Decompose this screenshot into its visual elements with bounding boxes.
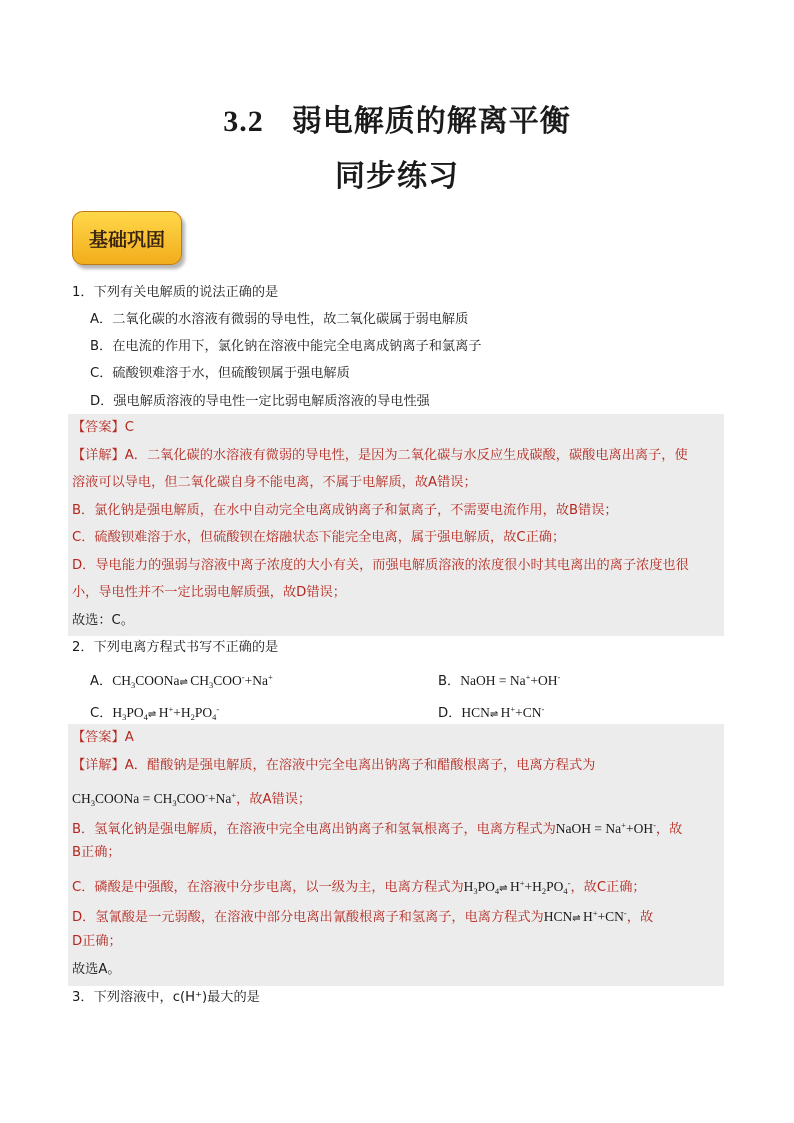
title-main: 弱电解质的解离平衡 xyxy=(291,104,571,139)
q2-option-c: C．$H_3PO_4\rightleftharpoons$ $H^++H_2PO_4^-$ D．HCN⇌ H++CN- xyxy=(90,700,742,726)
q1-detail-line: B．氯化钠是强电解质，在水中自动完全电离成钠离子和氯离子，不需要电流作用，故B错误； xyxy=(72,503,618,518)
q2-option-a: A．$CH_3COONa\rightleftharpoons$ $CH_3COO^-+Na^+$ B．NaOH = Na++OH- xyxy=(90,668,742,694)
q2-detail-line: B正确； xyxy=(72,845,121,860)
detail-label: 【详解】 xyxy=(72,448,125,463)
q2-detail-line: $CH_3COONa = CH_3COO^-+Na^+$，故A错误； xyxy=(72,790,312,808)
q2-stem: 2．下列电离方程式书写不正确的是 xyxy=(72,640,279,655)
q1-detail-line: 【详解】A．二氧化碳的水溶液有微弱的导电性，是因为二氧化碳与水反应生成碳酸，碳酸电离出离子，使 xyxy=(72,448,688,463)
q1-detail-line: D．导电能力的强弱与溶液中离子浓度的大小有关，而强电解质溶液的浓度很小时其电离出的离子浓度也很 xyxy=(72,558,689,573)
q2-detail-line: C．磷酸是中强酸，在溶液中分步电离，以一级为主，电离方程式为$H_3PO_4\rightleftharpoons$ $H^++H_2PO_4^-$，故C正确； xyxy=(72,878,646,896)
q1-detail-line: C．硫酸钡难溶于水，但硫酸钡在熔融状态下能完全电离，属于强电解质，故C正确； xyxy=(72,530,566,545)
answer-label: 【答案】 xyxy=(72,420,125,435)
q2-detail-line: D．氢氰酸是一元弱酸，在溶液中部分电离出氰酸根离子和氢离子，电离方程式为HCN⇌ H++CN-，故 xyxy=(72,908,654,925)
q2-detail-line: 【详解】A．醋酸钠是强电解质，在溶液中完全电离出钠离子和醋酸根离子，电离方程式为 xyxy=(72,758,596,773)
q1-option-b: B．在电流的作用下，氯化钠在溶液中能完全电离成钠离子和氯离子 xyxy=(90,339,482,354)
q2-detail-line: B．氢氧化钠是强电解质，在溶液中完全电离出钠离子和氢氧根离子，电离方程式为NaOH = Na++OH-，故 xyxy=(72,820,683,837)
q1-option-d: D．强电解质溶液的导电性一定比弱电解质溶液的导电性强 xyxy=(90,394,430,409)
q1-detail-line: 溶液可以导电，但二氧化碳自身不能电离，不属于电解质，故A错误； xyxy=(72,475,477,490)
page-title xyxy=(0,96,794,140)
q2-option-d: D．HCN⇌ H++CN- xyxy=(438,704,545,721)
q3-stem: 3．下列溶液中，c(H⁺)最大的是 xyxy=(72,990,260,1005)
q1-option-c: C．硫酸钡难溶于水，但硫酸钡属于强电解质 xyxy=(90,366,350,381)
section-number: 3.2 xyxy=(223,105,264,138)
q1-answer xyxy=(72,419,724,437)
q1-detail-line: 小，导电性并不一定比弱电解质强，故D错误； xyxy=(72,585,346,600)
q2-answer: 【答案】A xyxy=(72,730,134,745)
q1-option-a: A．二氧化碳的水溶液有微弱的导电性，故二氧化碳属于弱电解质 xyxy=(90,312,469,327)
q1-conclusion: 故选：C。 xyxy=(72,613,134,628)
page-subtitle: 同步练习 xyxy=(335,159,459,194)
answer-value: C xyxy=(124,420,134,435)
q1-stem: 1．下列有关电解质的说法正确的是 xyxy=(72,285,279,300)
section-badge: 基础巩固 xyxy=(72,211,182,265)
q2-detail-line: D正确； xyxy=(72,934,122,949)
q2-option-b: B．NaOH = Na++OH- xyxy=(438,672,561,689)
q2-conclusion: 故选A。 xyxy=(72,962,121,977)
